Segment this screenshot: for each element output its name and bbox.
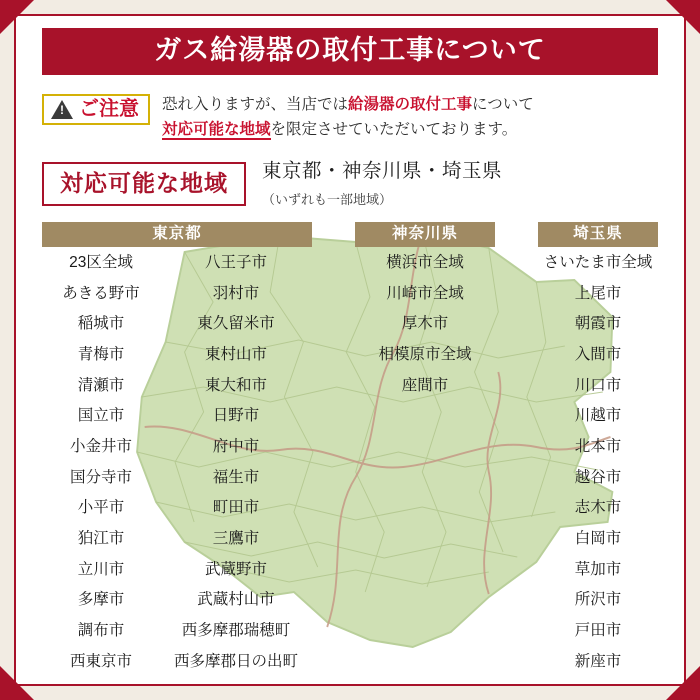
list-item: 多摩市 — [77, 591, 125, 609]
list-item: 相模原市全域 — [378, 345, 472, 363]
list-item: 上尾市 — [574, 284, 622, 302]
column-group-kanagawa — [355, 222, 495, 652]
notice-line1-part1: 恐れ入りますが、当店では — [162, 96, 349, 114]
list-item: 国立市 — [77, 407, 125, 425]
column-header-kanagawa: 神奈川県 — [355, 222, 495, 248]
list-item: 清瀬市 — [77, 376, 125, 394]
notice-line1-highlight: 給湯器の取付工事 — [348, 96, 473, 114]
list-item: 横浜市全域 — [386, 253, 464, 271]
list-item: 小金井市 — [69, 437, 132, 455]
list-item: 23区全域 — [69, 253, 133, 271]
list-item: 川口市 — [574, 376, 622, 394]
notice-badge-label: ご注意 — [79, 98, 139, 121]
map-and-lists — [42, 222, 658, 670]
list-item: さいたま市全域 — [543, 253, 653, 271]
list-item: 朝霞市 — [574, 315, 622, 333]
list-item: 白岡市 — [574, 530, 622, 548]
list-item: 所沢市 — [574, 591, 622, 609]
list-item: 川越市 — [574, 407, 622, 425]
area-values — [262, 160, 502, 207]
area-section — [42, 160, 658, 207]
list-item: 西多摩郡日の出町 — [173, 652, 298, 670]
list-item: 西東京市 — [69, 652, 132, 670]
list-item: 草加市 — [574, 560, 622, 578]
list-item: 立川市 — [77, 560, 125, 578]
corner-decoration-top-right — [666, 0, 700, 34]
list-item: 青梅市 — [77, 345, 125, 363]
list-item: 新座市 — [574, 652, 622, 670]
column-group-saitama — [538, 222, 658, 670]
warning-triangle-icon — [51, 100, 73, 119]
list-item: あきる野市 — [62, 284, 140, 302]
list-item: 武蔵村山市 — [197, 591, 275, 609]
list-item: 川崎市全域 — [386, 284, 464, 302]
list-item: 狛江市 — [77, 530, 125, 548]
list-item: 西多摩郡瑞穂町 — [181, 622, 291, 640]
list-item: 三鷹市 — [212, 530, 260, 548]
list-item: 羽村市 — [212, 284, 260, 302]
notice-section — [42, 92, 658, 142]
list-item: 町田市 — [212, 499, 260, 517]
corner-decoration-bottom-left — [0, 666, 34, 700]
list-item: 武蔵野市 — [204, 560, 267, 578]
notice-text — [162, 92, 658, 142]
list-item: 日野市 — [212, 407, 260, 425]
list-item: 調布市 — [77, 622, 125, 640]
area-label: 対応可能な地域 — [42, 162, 246, 206]
notice-badge — [42, 94, 150, 125]
column-group-tokyo — [42, 222, 312, 670]
notice-line2-part2: を限定させていただいております。 — [270, 121, 518, 139]
content-panel — [14, 14, 686, 686]
list-item: 小平市 — [77, 499, 125, 517]
list-item: 東大和市 — [204, 376, 267, 394]
column-header-saitama: 埼玉県 — [538, 222, 658, 248]
prefecture-columns — [42, 222, 658, 670]
tokyo-list-column-2 — [160, 247, 312, 677]
area-note: （いずれも一部地域） — [262, 191, 393, 207]
tokyo-list-column-1 — [42, 247, 160, 677]
list-item: 戸田市 — [574, 622, 622, 640]
list-item: 越谷市 — [574, 468, 622, 486]
list-item: 府中市 — [212, 437, 260, 455]
list-item: 稲城市 — [77, 315, 125, 333]
list-item: 東村山市 — [204, 345, 267, 363]
column-header-tokyo: 東京都 — [42, 222, 312, 248]
area-prefectures: 東京都・神奈川県・埼玉県 — [262, 160, 503, 183]
list-item: 福生市 — [212, 468, 260, 486]
list-item: 座間市 — [401, 376, 449, 394]
notice-line1-part2: について — [472, 96, 534, 114]
list-item: 志木市 — [574, 499, 622, 517]
list-item: 北本市 — [574, 437, 622, 455]
list-item: 国分寺市 — [69, 468, 132, 486]
list-item: 八王子市 — [204, 253, 267, 271]
list-item: 厚木市 — [401, 315, 449, 333]
corner-decoration-bottom-right — [666, 666, 700, 700]
list-item: 東久留米市 — [197, 315, 275, 333]
notice-line2-highlight: 対応可能な地域 — [162, 121, 271, 139]
list-item: 入間市 — [574, 345, 622, 363]
corner-decoration-top-left — [0, 0, 34, 34]
page-title: ガス給湯器の取付工事について — [42, 28, 658, 75]
